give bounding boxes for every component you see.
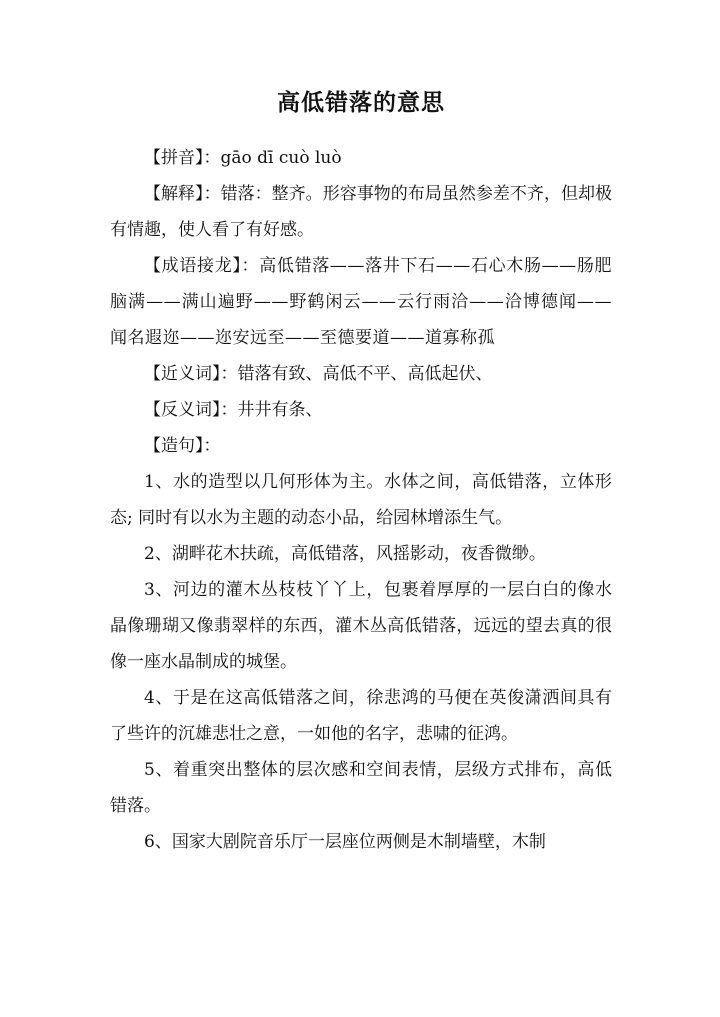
example-sentence-1: 1、水的造型以几何形体为主。水体之间，高低错落，立体形态; 同时有以水为主题的动态小品，给园林增添生气。 — [110, 472, 612, 528]
example-sentences-heading: 【造句】： — [144, 436, 221, 456]
example-sentence-4: 4、于是在这高低错落之间，徐悲鸿的马便在英俊潇洒间具有了些许的沉雄悲壮之意，一如他的名字，悲啸的征鸿。 — [110, 688, 612, 744]
example-sentence-3: 3、河边的灌木丛枝枝丫丫上，包裹着厚厚的一层白白的像水晶像珊瑚又像翡翠样的东西，灌木丛高低错落，远远的望去真的很像一座水晶制成的城堡。 — [110, 580, 612, 672]
document-title: 高低错落的意思 — [277, 90, 445, 116]
pinyin-paragraph: 【拼音】：gāo dī cuò luò — [144, 148, 342, 168]
example-sentence-2: 2、湖畔花木扶疏，高低错落，风摇影动，夜香微缈。 — [144, 544, 546, 564]
document-body — [110, 140, 612, 860]
explanation-paragraph: 【解释】：错落：整齐。形容事物的布局虽然参差不齐，但却极有情趣，使人看了有好感。 — [110, 184, 612, 240]
antonyms-paragraph: 【反义词】：井井有条、 — [144, 400, 323, 420]
idiom-chain-paragraph: 【成语接龙】：高低错落——落井下石——石心木肠——肠肥脑满——满山遍野——野鹤闲云——云行雨洽——洽博德闻——闻名遐迩——迩安远至——至德要道——道寡称孤 — [110, 256, 612, 348]
example-sentence-6: 6、国家大剧院音乐厅一层座位两侧是木制墙壁，木制 — [144, 832, 546, 852]
example-sentence-5: 5、着重突出整体的层次感和空间表情，层级方式排布，高低错落。 — [110, 760, 612, 816]
synonyms-paragraph: 【近义词】：错落有致、高低不平、高低起伏、 — [144, 364, 493, 384]
